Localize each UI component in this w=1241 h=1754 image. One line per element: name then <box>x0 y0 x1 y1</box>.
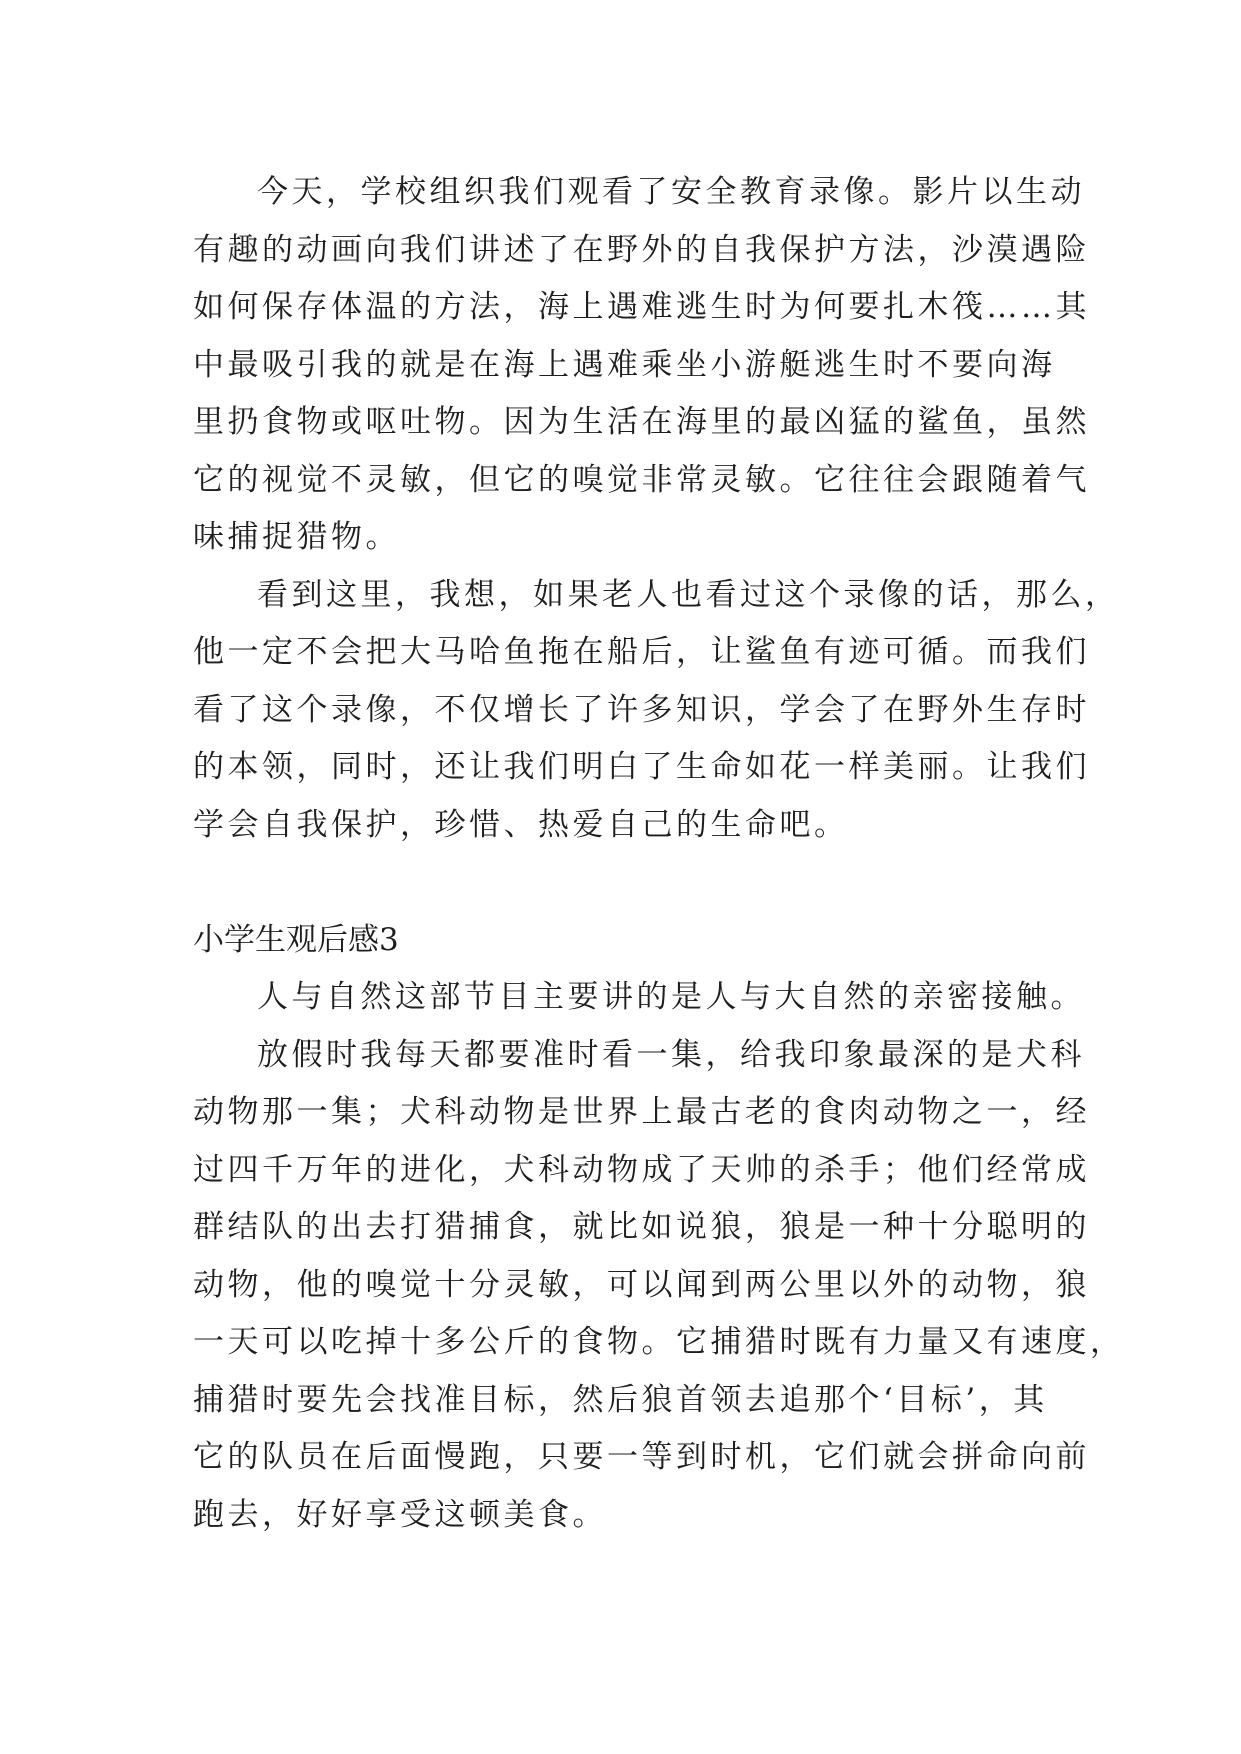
paragraph <box>193 567 1120 855</box>
text-line: 动物那一集；犬科动物是世界上最古老的食肉动物之一，经 <box>193 1094 1090 1130</box>
text-line: 捕猎时要先会找准目标，然后狼首领去追那个‘目标’，其 <box>193 1381 1048 1418</box>
text-line: 动物，他的嗅觉十分灵敏，可以闻到两公里以外的动物，狼 <box>193 1266 1090 1303</box>
section-gap <box>193 854 1073 912</box>
text-line: 群结队的出去打猎捕食，就比如说狼，狼是一种十分聪明的 <box>193 1209 1090 1245</box>
section-title: 小学生观后感3 <box>193 921 399 958</box>
text-line: 它的队员在后面慢跑，只要一等到时机，它们就会拼命向前 <box>193 1439 1090 1475</box>
text-line: 看了这个录像，不仅增长了许多知识，学会了在野外生存时 <box>193 691 1090 728</box>
text-line: 一天可以吃掉十多公斤的食物。它捕猎时既有力量又有速度， <box>193 1324 1125 1360</box>
text-line: 今天，学校组织我们观看了安全教育录像。影片以生动 <box>257 174 1085 210</box>
paragraph <box>193 969 1085 1027</box>
text-line: 过四千万年的进化，犬科动物成了天帅的杀手；他们经常成 <box>193 1151 1090 1188</box>
text-line: 看到这里，我想，如果老人也看过这个录像的话，那么， <box>257 576 1120 613</box>
text-line: 的本领，同时，还让我们明白了生命如花一样美丽。让我们 <box>193 749 1090 785</box>
text-line: 它的视觉不灵敏，但它的嗅觉非常灵敏。它往往会跟随着气 <box>193 461 1090 498</box>
paragraph <box>193 1027 1125 1545</box>
text-line: 放假时我每天都要准时看一集，给我印象最深的是犬科 <box>257 1036 1085 1073</box>
document-body <box>193 164 1125 1544</box>
text-line: 他一定不会把大马哈鱼拖在船后，让鲨鱼有迹可循。而我们 <box>193 634 1090 670</box>
text-line: 跑去，好好享受这顿美食。 <box>193 1496 607 1533</box>
text-line: 学会自我保护，珍惜、热爱自己的生命吧。 <box>193 806 849 843</box>
text-line: 有趣的动画向我们讲述了在野外的自我保护方法，沙漠遇险 <box>193 231 1090 268</box>
text-line: 如何保存体温的方法，海上遇难逃生时为何要扎木筏……其 <box>193 289 1090 325</box>
text-line: 里扔食物或呕吐物。因为生活在海里的最凶猛的鲨鱼，虽然 <box>193 404 1090 440</box>
text-line: 人与自然这部节目主要讲的是人与大自然的亲密接触。 <box>257 979 1085 1015</box>
text-line: 味捕捉猎物。 <box>193 519 400 555</box>
text-line: 中最吸引我的就是在海上遇难乘坐小游艇逃生时不要向海 <box>193 346 1056 383</box>
paragraph <box>193 164 1090 567</box>
